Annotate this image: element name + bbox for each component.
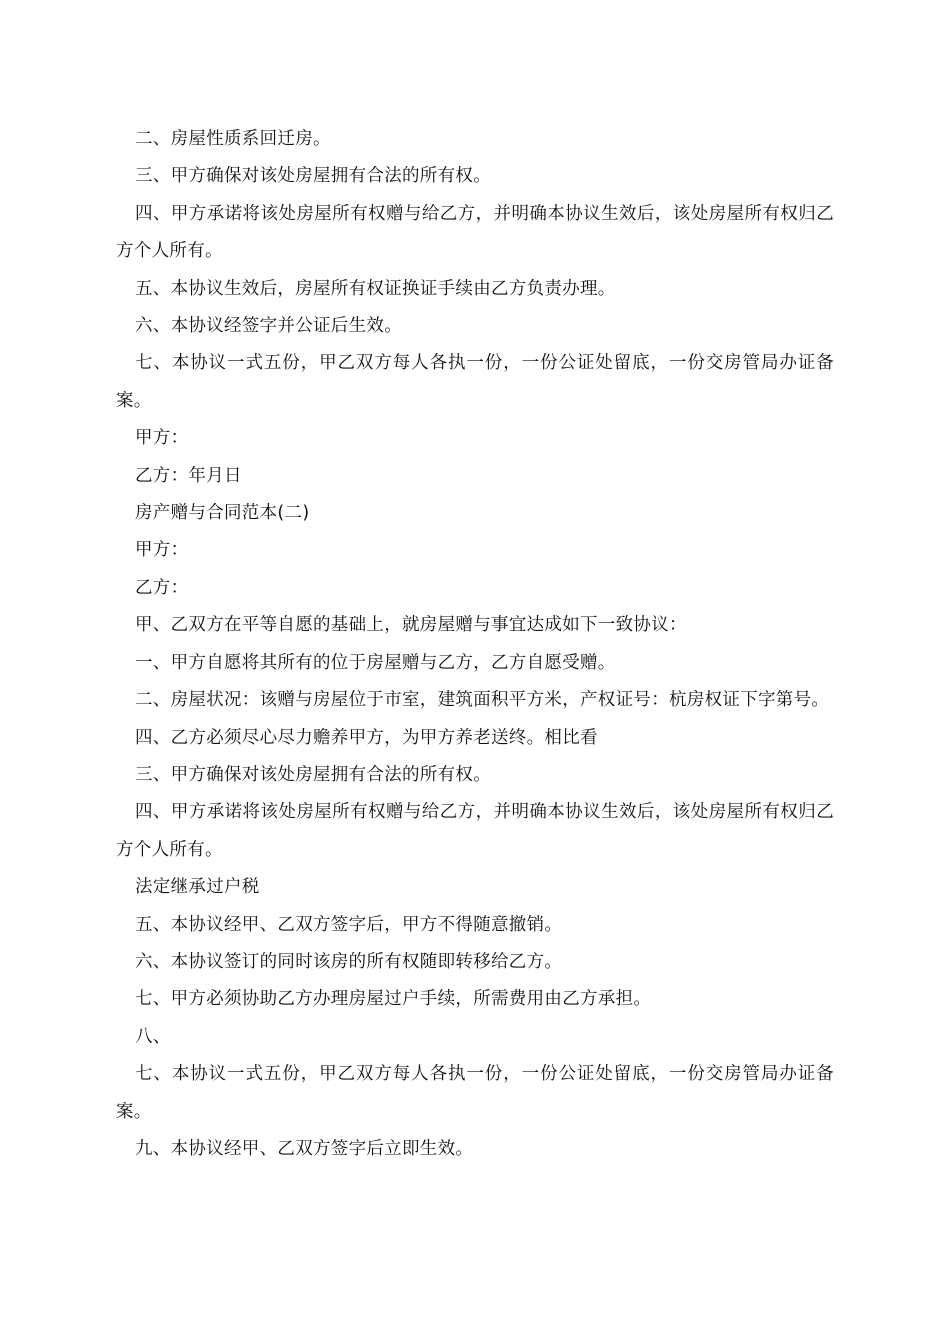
- paragraph-ownership-transfer: 六、本协议签订的同时该房的所有权随即转移给乙方。: [135, 951, 563, 972]
- paragraph-clause-one: 一、甲方自愿将其所有的位于房屋赠与乙方，乙方自愿受赠。: [135, 652, 616, 673]
- paragraph-ownership-guarantee: 三、甲方确保对该处房屋拥有合法的所有权。: [135, 166, 491, 187]
- party-b-label: 乙方：: [135, 577, 189, 598]
- paragraph-transfer-assistance: 七、甲方必须协助乙方办理房屋过户手续，所需费用由乙方承担。: [135, 989, 652, 1010]
- paragraph-gift-promise-2: 四、甲方承诺将该处房屋所有权赠与给乙方，并明确本协议生效后，该处房屋所有权归乙方个人所有。: [116, 802, 834, 860]
- paragraph-agreement-intro: 甲、乙双方在平等自愿的基础上，就房屋赠与事宜达成如下一致协议：: [135, 615, 687, 636]
- section-heading-template-two: 房产赠与合同范本(二): [135, 503, 310, 524]
- paragraph-certificate-renewal: 五、本协议生效后，房屋所有权证换证手续由乙方负责办理。: [135, 278, 616, 299]
- paragraph-gift-promise: 四、甲方承诺将该处房屋所有权赠与给乙方，并明确本协议生效后，该处房屋所有权归乙方个人所有。: [116, 203, 834, 262]
- paragraph-clause-eight: 八、: [135, 1026, 171, 1047]
- party-a-label: 甲方：: [135, 540, 189, 561]
- signature-party-a: 甲方：: [135, 428, 189, 449]
- paragraph-property-nature: 二、房屋性质系回迁房。: [135, 129, 331, 149]
- paragraph-immediate-effect: 九、本协议经甲、乙双方签字后立即生效。: [135, 1138, 474, 1159]
- paragraph-support-obligation: 四、乙方必须尽心尽力赡养甲方，为甲方养老送终。相比看: [135, 727, 598, 748]
- paragraph-inheritance-tax: 法定继承过户税: [135, 877, 260, 898]
- paragraph-ownership-guarantee-2: 三、甲方确保对该处房屋拥有合法的所有权。: [135, 764, 491, 785]
- paragraph-copies: 七、本协议一式五份，甲乙双方每人各执一份，一份公证处留底，一份交房管局办证备案。: [116, 353, 834, 411]
- paragraph-copies-2: 七、本协议一式五份，甲乙双方每人各执一份，一份公证处留底，一份交房管局办证备案。: [116, 1064, 834, 1122]
- paragraph-no-revocation: 五、本协议经甲、乙双方签字后，甲方不得随意撤销。: [135, 914, 563, 935]
- document-body: [116, 121, 834, 1168]
- paragraph-effective-condition: 六、本协议经签字并公证后生效。: [135, 316, 402, 337]
- signature-party-b-date: 乙方：年月日: [135, 465, 242, 486]
- paragraph-property-status: 二、房屋状况：该赠与房屋位于市室，建筑面积平方米，产权证号：杭房权证下字第号。: [135, 690, 830, 711]
